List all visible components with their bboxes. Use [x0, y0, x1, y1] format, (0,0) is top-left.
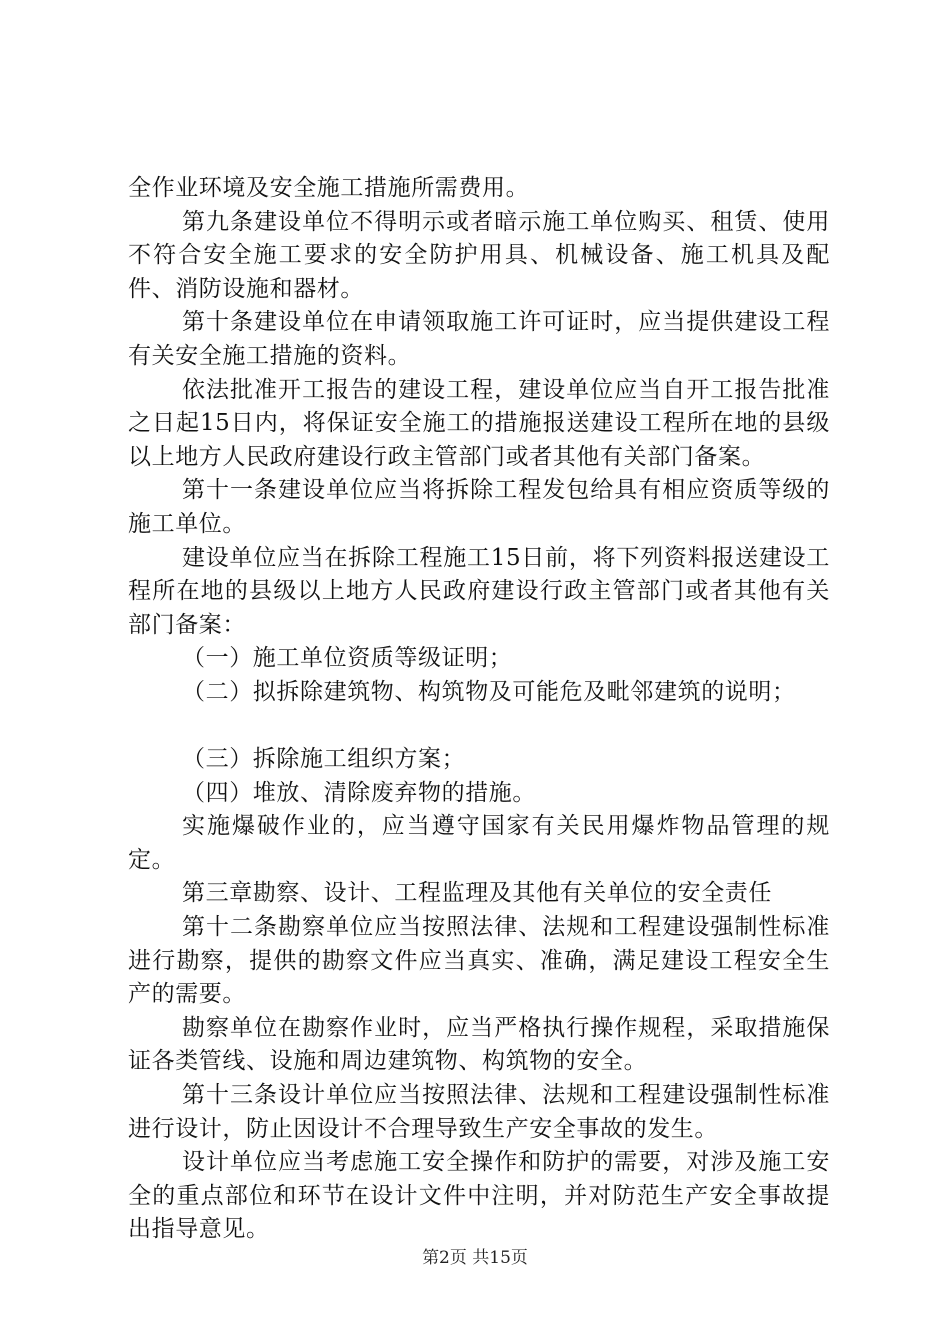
paragraph-1: 全作业环境及安全施工措施所需费用。 [128, 175, 530, 201]
blank-line [128, 710, 830, 744]
paragraph-11: 设计单位应当考虑施工安全操作和防护的需要，对涉及施工安全的重点部位和环节在设计文件中注明，并对防范生产安全事故提出指导意见。 [128, 1149, 830, 1243]
paragraph-2: 第九条建设单位不得明示或者暗示施工单位购买、租赁、使用不符合安全施工要求的安全防护用具、机械设备、施工机具及配件、消防设施和器材。 [128, 208, 830, 302]
list-item-3: （三）拆除施工组织方案； [182, 746, 466, 773]
paragraph-8: 第十二条勘察单位应当按照法律、法规和工程建设强制性标准进行勘察，提供的勘察文件应当真实、准确，满足建设工程安全生产的需要。 [128, 914, 830, 1008]
paragraph-5: 第十一条建设单位应当将拆除工程发包给具有相应资质等级的施工单位。 [128, 477, 830, 537]
page-number-footer: 第2页 共15页 [422, 1248, 528, 1268]
paragraph-6: 建设单位应当在拆除工程施工15日前，将下列资料报送建设工程所在地的县级以上地方人民政府建设行政主管部门或者其他有关部门备案： [128, 544, 830, 638]
list-item-1: （一）施工单位资质等级证明； [182, 645, 513, 672]
paragraph-7: 实施爆破作业的，应当遵守国家有关民用爆炸物品管理的规定。 [128, 813, 830, 873]
paragraph-9: 勘察单位在勘察作业时，应当严格执行操作规程，采取措施保证各类管线、设施和周边建筑物、构筑物的安全。 [128, 1014, 830, 1075]
paragraph-3: 第十条建设单位在申请领取施工许可证时，应当提供建设工程有关安全施工措施的资料。 [128, 309, 830, 369]
document-body [128, 172, 830, 1247]
paragraph-4: 依法批准开工报告的建设工程，建设单位应当自开工报告批准之日起15日内，将保证安全施工的措施报送建设工程所在地的县级以上地方人民政府建设行政主管部门或者其他有关部门备案。 [128, 376, 830, 470]
chapter-heading: 第三章勘察、设计、工程监理及其他有关单位的安全责任 [182, 880, 772, 907]
paragraph-10: 第十三条设计单位应当按照法律、法规和工程建设强制性标准进行设计，防止因设计不合理导致生产安全事故的发生。 [128, 1082, 830, 1142]
list-item-4: （四）堆放、清除废弃物的措施。 [182, 779, 536, 806]
list-item-2: （二）拟拆除建筑物、构筑物及可能危及毗邻建筑的说明； [182, 678, 796, 705]
